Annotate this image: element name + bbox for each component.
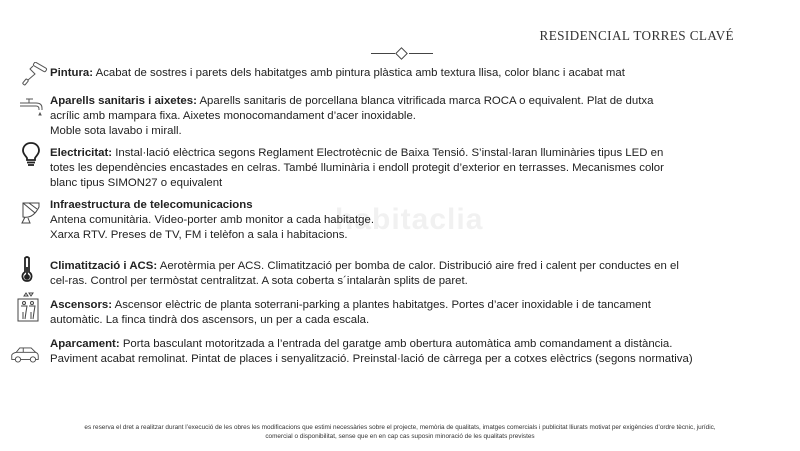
spec-line: cel-ras. Control per termòstat centralitzat. A sota coberta s´intalaràn splits de paret. <box>50 274 468 287</box>
spec-label: Aparells sanitaris i aixetes: <box>50 95 197 107</box>
spec-line: totes les dependències encastades en celras. També lluminària i endoll protegit d’exterior en terrasses. Mecanismes color <box>50 161 664 174</box>
development-title: RESIDENCIAL TORRES CLAVÉ <box>539 28 734 43</box>
spec-text <box>50 337 710 367</box>
spec-label: Electricitat: <box>50 147 113 159</box>
spec-line: automàtic. La finca tindrà dos ascensors, un per a cada escala. <box>50 313 370 326</box>
spec-line: Aparells sanitaris de porcellana blanca vitrificada marca ROCA o equivalent. Plat de dutxa <box>199 95 654 107</box>
divider-line-right <box>409 53 433 54</box>
diamond-icon <box>395 47 408 60</box>
divider-line-left <box>371 53 395 54</box>
spec-line: Paviment acabat remolinat. Pintat de places i senyalització. Preinstal·lació de càrrega per a cotxes elèctrics (segons normativa) <box>50 352 693 365</box>
ornament-divider <box>371 48 433 60</box>
spec-text <box>50 94 710 138</box>
spec-line: Ascensor elèctric de planta soterrani-parking a plantes habitatges. Portes d’acer inoxidable i de tancament <box>114 299 651 311</box>
spec-label: Ascensors: <box>50 299 113 311</box>
disclaimer-line: es reserva el dret a realitzar durant l’execució de les obres les modificacions que estimi necessàries sobre el projecte, memòria de qualitats, imatges comercials i publicitat lliurats motivat per exigències d’ordre tècnic, jurídic, <box>84 424 716 431</box>
light-bulb-icon <box>16 141 46 169</box>
spec-line: acrílic amb mampara fixa. Aixetes monocomandament d’acer inoxidable. <box>50 109 416 122</box>
spec-label: Pintura: <box>50 67 94 79</box>
spec-line: Instal·lació elèctrica segons Reglament Electrotècnic de Baixa Tensió. S’instal·laran lluminàries tipus LED en <box>115 147 664 159</box>
faucet-icon <box>18 92 48 120</box>
spec-line: Acabat de sostres i parets dels habitatges amb pintura plàstica amb textura llisa, color blanc i acabat mat <box>95 67 625 79</box>
spec-line: Moble sota lavabo i mirall. <box>50 124 182 137</box>
spec-line: Aerotèrmia per ACS. Climatització per bomba de calor. Distribució aire fred i calent per conductes en el <box>159 260 679 272</box>
disclaimer-line: comercial o disponibilitat, sense que en en cap cas suposin minoració de les qualitats previstes <box>265 433 535 440</box>
thermometer-icon <box>12 255 42 283</box>
spec-label: Aparcament: <box>50 338 120 350</box>
spec-text <box>50 198 710 242</box>
spec-line: Antena comunitària. Video-porter amb monitor a cada habitatge. <box>50 213 374 226</box>
spec-line: Xarxa RTV. Preses de TV, FM i telèfon a sala i habitacions. <box>50 228 348 241</box>
watermark: habitaclia <box>335 203 484 236</box>
spec-line: Porta basculant motoritzada a l’entrada del garatge amb obertura automàtica amb comandament a distància. <box>122 338 673 350</box>
spec-line: blanc tipus SIMON27 o equivalent <box>50 176 223 189</box>
spec-text <box>50 259 710 289</box>
car-icon <box>10 341 40 369</box>
legal-disclaimer <box>0 423 800 441</box>
paint-roller-icon <box>20 60 50 88</box>
spec-text <box>50 298 710 328</box>
spec-text <box>50 146 710 190</box>
satellite-dish-icon <box>16 198 46 226</box>
spec-text <box>50 66 710 81</box>
spec-label: Climatització i ACS: <box>50 260 158 272</box>
elevator-icon <box>13 294 43 322</box>
spec-label: Infraestructura de telecomunicacions <box>50 199 253 211</box>
